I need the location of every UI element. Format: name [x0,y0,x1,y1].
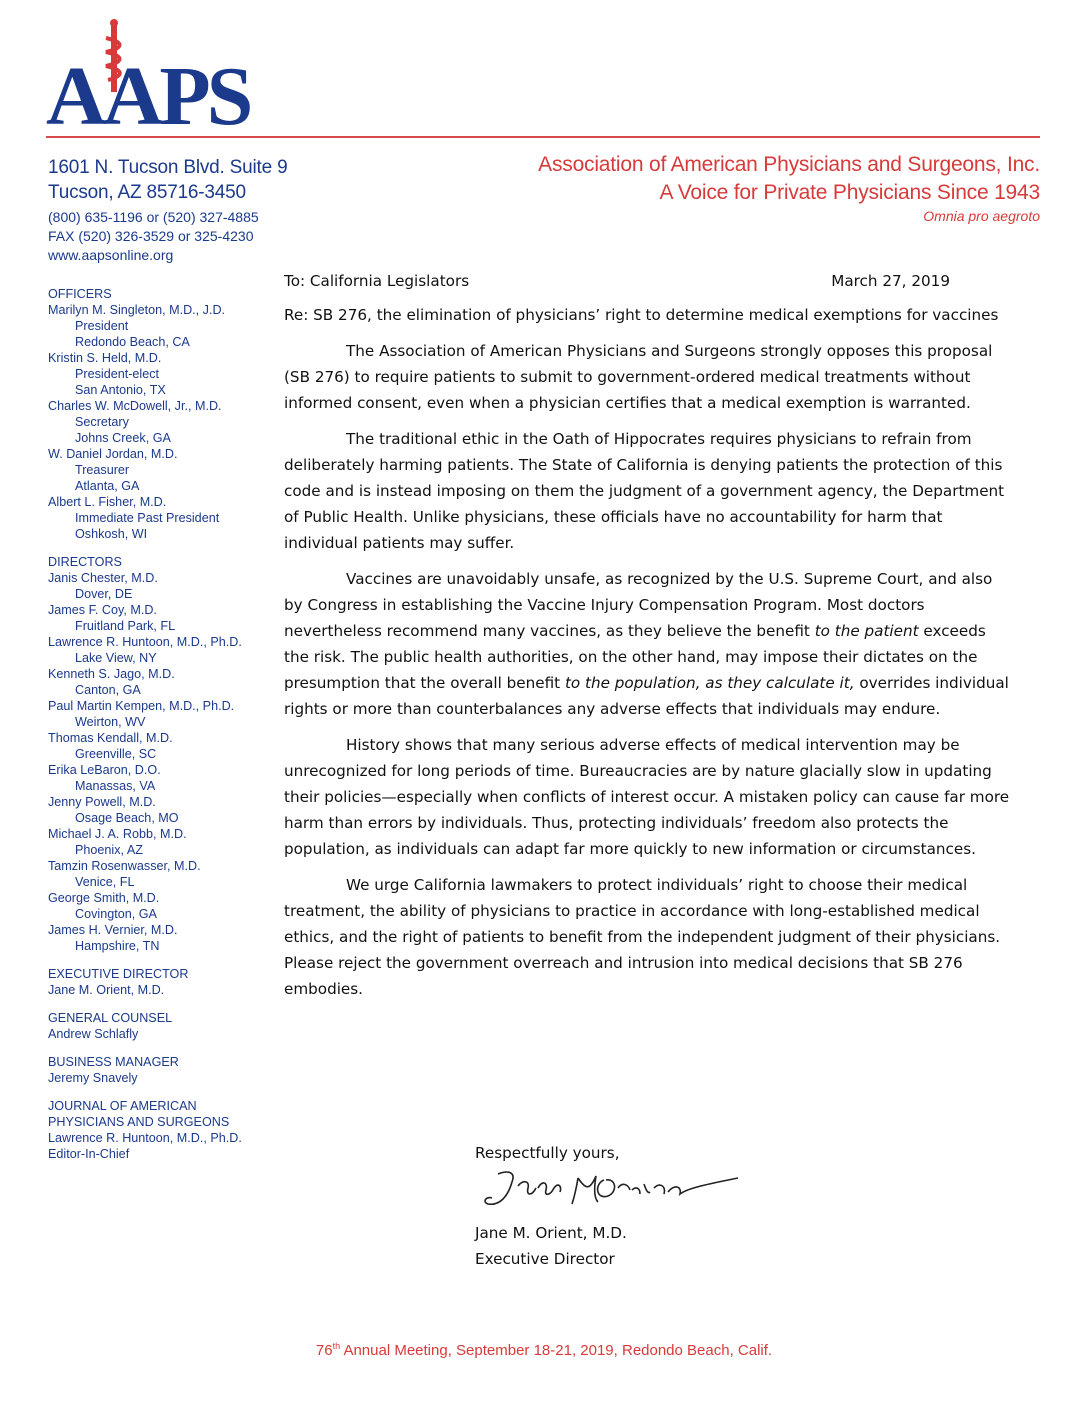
paragraph-3 [284,566,1014,722]
director-place: Lake View, NY [75,651,157,665]
officer-name: W. Daniel Jordan, M.D. [48,447,178,461]
director-name: Jenny Powell, M.D. [48,795,156,809]
officer-role: Secretary [75,415,129,429]
director-place: Hampshire, TN [75,939,160,953]
officer-place: Oshkosh, WI [75,527,148,541]
recipient: To: California Legislators [284,272,470,290]
closing: Respectfully yours, [475,1144,620,1162]
signer-title: Executive Director [475,1250,615,1268]
paragraph-3-text: Vaccines are unavoidably unsafe, as recognized by the U.S. Supreme Court, and also by Congress in establishing the Vaccine Injury Compensation Program. Most doctors nevertheless recommend many vaccines, as they believe the benefit [284,570,993,640]
director-entry [48,602,278,634]
signer-name: Jane M. Orient, M.D. [475,1224,627,1242]
officer-name: Albert L. Fisher, M.D. [48,495,167,509]
officers-heading: OFFICERS [48,287,112,301]
footer-number: 76 [315,1342,333,1359]
exec-director-heading: EXECUTIVE DIRECTOR [48,967,189,981]
director-name: Kenneth S. Jago, M.D. [48,667,175,681]
director-entry [48,570,278,602]
handwritten-signature [478,1166,768,1214]
director-entry [48,634,278,666]
director-place: Osage Beach, MO [75,811,179,825]
org-tagline: A Voice for Private Physicians Since 1943 [659,181,1040,204]
director-entry [48,922,278,954]
org-motto: Omnia pro aegroto [923,208,1040,224]
paragraph-3-text: exceeds the risk. The public health authorities, on the other hand, may impose their dictates on the presumption that the overall benefit [284,622,986,692]
officer-place: Atlanta, GA [75,479,140,493]
director-place: Weirton, WV [75,715,146,729]
letter-body [284,268,1014,1002]
director-name: Paul Martin Kempen, M.D., Ph.D. [48,699,235,713]
director-name: Lawrence R. Huntoon, M.D., Ph.D. [48,635,242,649]
fax: FAX (520) 326-3529 or 325-4230 [48,228,254,244]
paragraph-3-text: overrides individual rights or more than counterbalances any adverse effects that individuals may endure. [284,674,1009,718]
officer-role: President [75,319,129,333]
paragraph-5: We urge California lawmakers to protect individuals’ right to choose their medical treatment, the ability of physicians to practice in accordance with long-established medical ethics, and the right of patients to benefit from the independent judgment of their physicians. Please reject the government overreach and intrusion into medical decisions that SB 276 embodies. [284,876,1001,998]
address-block [48,155,348,265]
journal-editor-name: Lawrence R. Huntoon, M.D., Ph.D. [48,1131,242,1145]
org-name: Association of American Physicians and Surgeons, Inc. [538,153,1040,176]
sidebar-roster [48,286,278,1162]
officer-entry [48,446,278,494]
exec-director-name: Jane M. Orient, M.D. [48,983,165,997]
officer-place: San Antonio, TX [75,383,166,397]
signature-block [475,1220,627,1272]
director-entry [48,826,278,858]
paragraph-2: The traditional ethic in the Oath of Hippocrates requires physicians to refrain from deliberately harming patients. The State of California is denying patients the protection of this code and is instead imposing on them the judgment of a government agency, the Department of Public Health. Unlike physicians, these officials have no accountability for harm that individual patients may suffer. [284,430,1005,552]
journal-heading-2: PHYSICIANS AND SURGEONS [48,1115,230,1129]
director-entry [48,730,278,762]
business-manager-name: Jeremy Snavely [48,1071,138,1085]
officer-entry [48,302,278,350]
director-name: Erika LeBaron, D.O. [48,763,161,777]
director-name: Thomas Kendall, M.D. [48,731,173,745]
footer-meeting-notice [0,1341,1088,1359]
director-place: Canton, GA [75,683,141,697]
director-entry [48,666,278,698]
officer-place: Johns Creek, GA [75,431,171,445]
officer-entry [48,398,278,446]
director-entry [48,762,278,794]
journal-editor-role: Editor-In-Chief [48,1147,130,1161]
officer-place: Redondo Beach, CA [75,335,190,349]
officer-entry [48,494,278,542]
officer-role: Immediate Past President [75,511,220,525]
director-name: Michael J. A. Robb, M.D. [48,827,187,841]
director-name: Tamzin Rosenwasser, M.D. [48,859,201,873]
directors-heading: DIRECTORS [48,555,122,569]
director-place: Manassas, VA [75,779,156,793]
paragraph-4: History shows that many serious adverse effects of medical intervention may be unrecognized for long periods of time. Bureaucracies are by nature glacially slow in updating their policies—especially when conflicts of interest occur. A mistaken policy can cause far more harm than errors by individuals. Thus, protecting individuals’ freedom also protects the population, as individuals can adapt far more quickly to new information or circumstances. [284,736,1010,858]
letter-date: March 27, 2019 [831,272,950,290]
officer-name: Charles W. McDowell, Jr., M.D. [48,399,222,413]
director-name: James F. Coy, M.D. [48,603,157,617]
director-entry [48,698,278,730]
director-place: Fruitland Park, FL [75,619,176,633]
director-place: Phoenix, AZ [75,843,143,857]
org-header [538,151,1040,225]
general-counsel-heading: GENERAL COUNSEL [48,1011,173,1025]
director-name: Janis Chester, M.D. [48,571,158,585]
general-counsel-name: Andrew Schlafly [48,1027,139,1041]
journal-heading-1: JOURNAL OF AMERICAN [48,1099,197,1113]
officer-entry [48,350,278,398]
officer-role: President-elect [75,367,159,381]
officer-role: Treasurer [75,463,130,477]
website-link[interactable]: www.aapsonline.org [48,247,174,263]
director-place: Venice, FL [75,875,135,889]
director-entry [48,794,278,826]
director-place: Dover, DE [75,587,133,601]
address-line2: Tucson, AZ 85716-3450 [48,182,246,203]
director-place: Greenville, SC [75,747,157,761]
header-rule [46,136,1040,138]
subject-line: Re: SB 276, the elimination of physicians’ right to determine medical exemptions for vaccines [284,306,999,324]
officer-name: Kristin S. Held, M.D. [48,351,162,365]
address-line1: 1601 N. Tucson Blvd. Suite 9 [48,157,288,178]
officer-name: Marilyn M. Singleton, M.D., J.D. [48,303,226,317]
logo-text: AAPS [46,50,250,130]
paragraph-3-emphasis: to the patient [814,622,919,640]
director-entry [48,858,278,890]
paragraph-3-emphasis: to the population, as they calculate it, [564,674,855,692]
footer-text: Annual Meeting, September 18-21, 2019, Redondo Beach, Calif. [340,1342,773,1359]
director-name: George Smith, M.D. [48,891,160,905]
director-entry [48,890,278,922]
letter-header-row [284,268,1014,294]
paragraph-1: The Association of American Physicians and Surgeons strongly opposes this proposal (SB 276) to require patients to submit to government-ordered medical treatments without informed consent, even when a physician certifies that a medical exemption is warranted. [284,342,993,412]
business-manager-heading: BUSINESS MANAGER [48,1055,179,1069]
aaps-logo [46,18,296,130]
footer-ordinal: th [332,1341,341,1351]
phone: (800) 635-1196 or (520) 327-4885 [48,209,259,225]
director-place: Covington, GA [75,907,157,921]
director-name: James H. Vernier, M.D. [48,923,178,937]
